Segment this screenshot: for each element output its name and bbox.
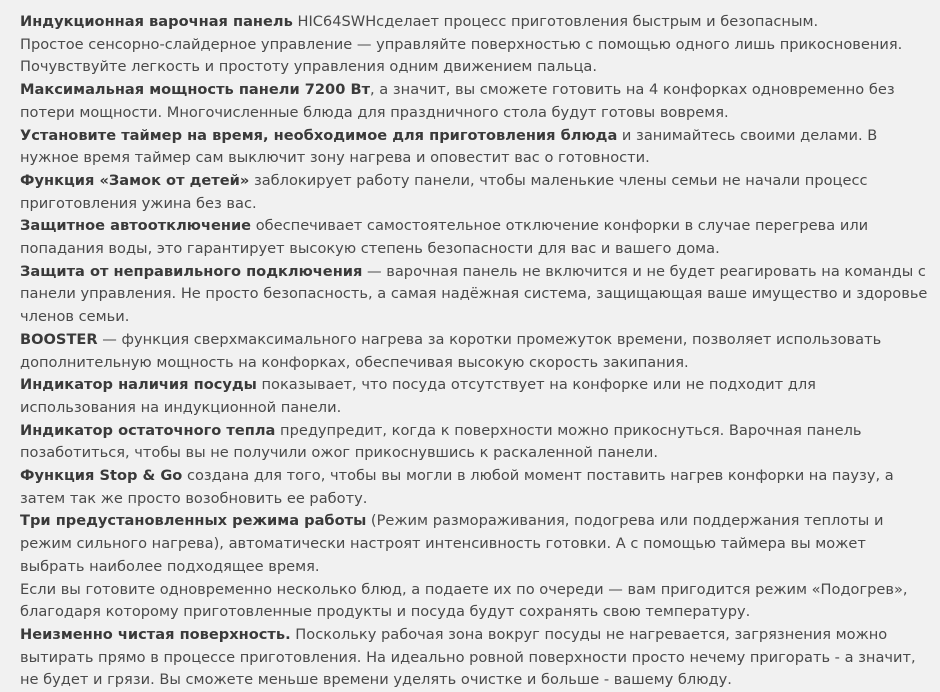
paragraph-heading: Защитное автоотключение [20, 217, 252, 235]
paragraph-text: HIC64SWHсделает процесс приготовления быстрым и безопасным. [292, 13, 819, 30]
paragraph-text: — варочная панель не включится и не будет реагировать на команды с панели управления. Не просто безопасность, а самая надёжная система, защищающая ваше имущество и здоровье членов семьи. [20, 262, 928, 326]
paragraph-heading: Три предустановленных режима работы [20, 512, 367, 530]
paragraph-booster [20, 329, 932, 374]
paragraph-heading: Неизменно чистая поверхность. [20, 625, 291, 643]
paragraph-heading: BOOSTER [20, 330, 98, 348]
paragraph-stop-go [20, 465, 932, 510]
paragraph-control [20, 34, 932, 57]
paragraph-heading: Функция Stop & Go [20, 467, 183, 485]
paragraph-text: Если вы готовите одновременно несколько блюд, а подаете их по очереди — вам пригодится режим «Подогрев», благодаря которому приготовленные продукты и посуда будут сохранять свою температуру. [20, 580, 908, 621]
paragraph-auto-off [20, 215, 932, 260]
paragraph-text: (Режим размораживания, подогрева или поддержания теплоты и режим сильного нагрева), автоматически настроят интенсивность готовки. А с помощью таймера вы может выбрать наиболее подходящее время. [20, 512, 884, 575]
paragraph-heading: Максимальная мощность панели 7200 Вт [20, 81, 371, 99]
paragraph-heading: Индукционная варочная панель [20, 13, 293, 30]
paragraph-heading: Индикатор остаточного тепла [20, 421, 276, 439]
paragraph-text: обеспечивает самостоятельное отключение конфорки в случае перегрева или попадания воды, это гарантирует высокую степень безопасности для вас и вашего дома. [20, 217, 869, 258]
paragraph-text: заблокирует работу панели, чтобы маленькие члены семьи не начали процесс приготовления ужина без вас. [20, 171, 868, 212]
paragraph-heading: Индикатор наличия посуды [20, 376, 257, 394]
paragraph-ease [20, 56, 932, 79]
paragraph-pan-indicator [20, 374, 932, 419]
paragraph-timer [20, 125, 932, 170]
paragraph-text: предупредит, когда к поверхности можно прикоснуться. Варочная панель позаботиться, чтобы вы не получили ожог прикоснувшись к раскаленной панели. [20, 421, 862, 462]
paragraph-text: показывает, что посуда отсутствует на конфорке или не подходит для использования на индукционной панели. [20, 376, 816, 416]
paragraph-child-lock [20, 170, 932, 215]
paragraph-text: Почувствуйте легкость и простоту управления одним движением пальца. [20, 58, 598, 76]
paragraph-heading: Функция «Замок от детей» [20, 171, 250, 189]
paragraph-modes [20, 510, 932, 578]
paragraph-warming [20, 579, 932, 624]
paragraph-power [20, 79, 932, 124]
paragraph-text: Поскольку рабочая зона вокруг посуды не нагревается, загрязнения можно вытирать прямо в процессе приготовления. На идеально ровной поверхности просто нечему пригорать - а значит, не будет и грязи. Вы сможете меньше времени уделять очистке и больше - вашему блюду. [20, 625, 916, 689]
paragraph-wrong-connection [20, 261, 932, 329]
paragraph-text: , а значит, вы сможете готовить на 4 конфорках одновременно без потери мощности. Многочисленные блюда для праздничного стола будут готовы вовремя. [20, 81, 895, 121]
paragraph-intro [20, 11, 932, 34]
paragraph-clean-surface [20, 624, 932, 692]
paragraph-text: и занимайтесь своими делами. В нужное время таймер сам выключит зону нагрева и оповестит вас о готовности. [20, 126, 878, 167]
paragraph-text: — функция сверхмаксимального нагрева за коротки промежуток времени, позволяет использовать дополнительную мощность на конфорках, обеспечивая высокую скорость закипания. [20, 330, 882, 371]
paragraph-residual-heat [20, 420, 932, 465]
paragraph-text: Простое сенсорно-слайдерное управление — управляйте поверхностью с помощью одного лишь прикосновения. [20, 35, 903, 53]
paragraph-heading: Установите таймер на время, необходимое для приготовления блюда [20, 126, 618, 144]
paragraph-heading: Защита от неправильного подключения [20, 262, 363, 280]
paragraph-text: создана для того, чтобы вы могли в любой момент поставить нагрев конфорки на паузу, а затем так же просто возобновить ее работу. [20, 467, 894, 507]
